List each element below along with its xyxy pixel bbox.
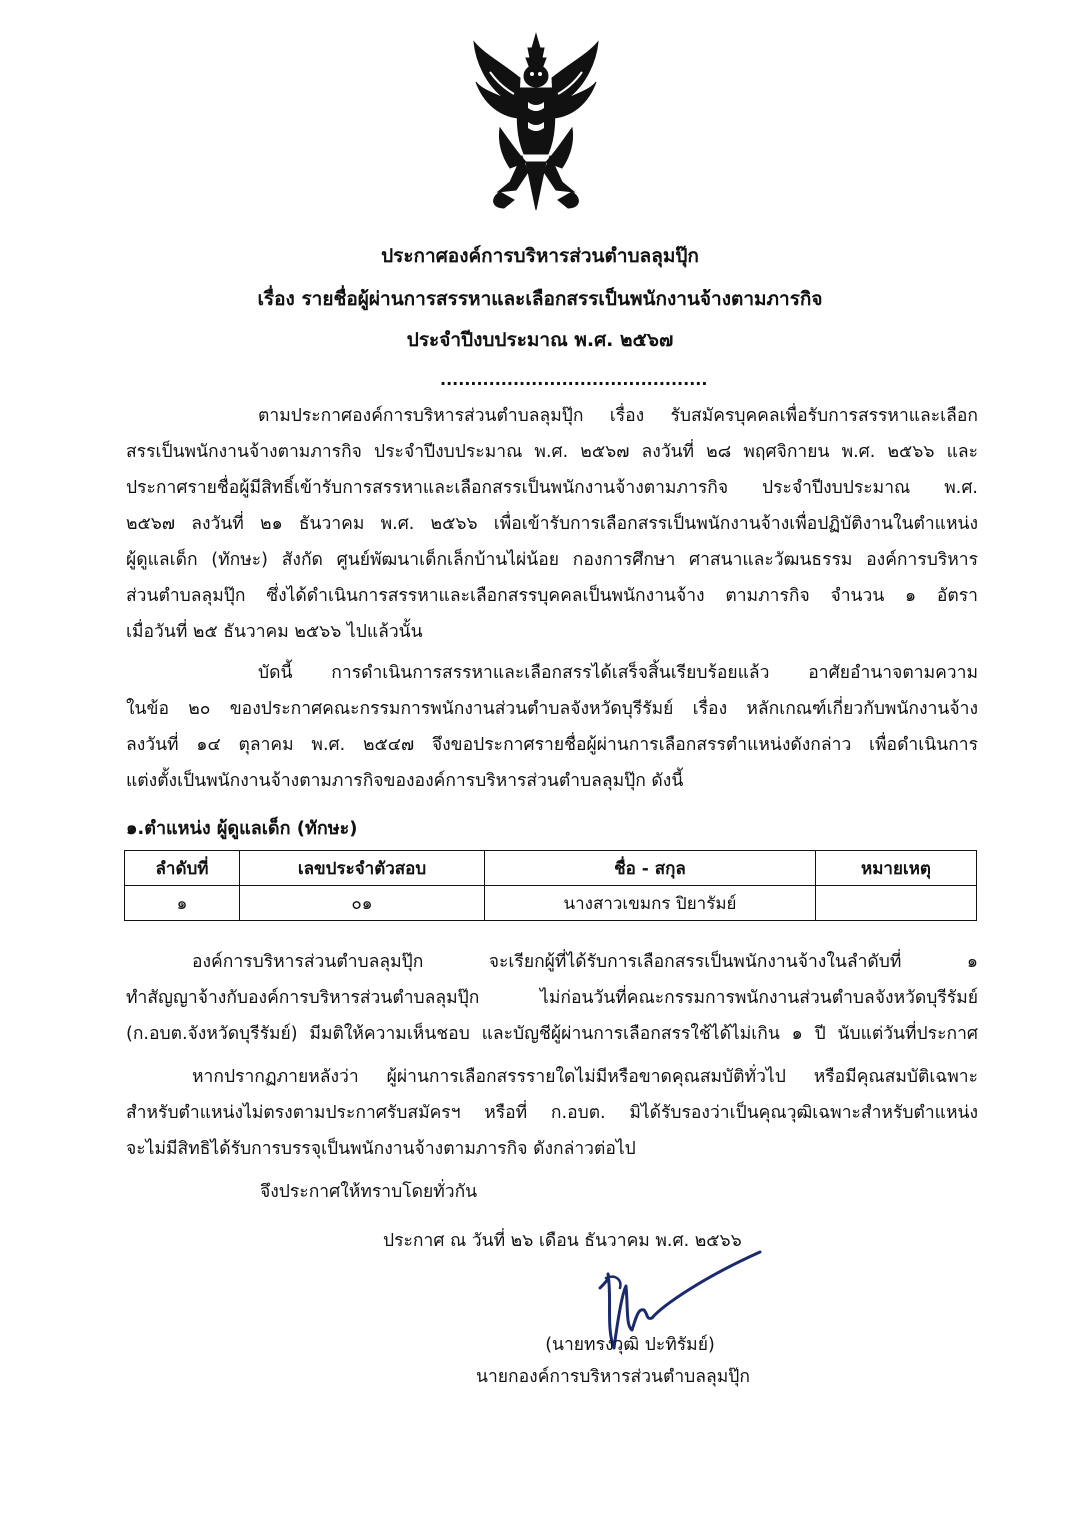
paragraph-1 xyxy=(126,398,978,650)
paragraph-line: สำหรับตำแหน่งไม่ตรงตามประกาศรับสมัครฯ หรือที่ ก.อบต. มิได้รับรองว่าเป็นคุณวุฒิเฉพาะสำหรับตำแหน่ง xyxy=(126,1103,978,1123)
closing-statement: จึงประกาศให้ทราบโดยทั่วกัน xyxy=(260,1182,478,1202)
paragraph-line: จะไม่มีสิทธิได้รับการบรรจุเป็นพนักงานจ้างตามภารกิจ ดังกล่าวต่อไป xyxy=(126,1139,636,1159)
paragraph-line: ลงวันที่ ๑๔ ตุลาคม พ.ศ. ๒๕๔๗ จึงขอประกาศรายชื่อผู้ผ่านการเลือกสรรตำแหน่งดังกล่าว เพื่อดำเนินการ xyxy=(126,735,978,755)
paragraph-line: เมื่อวันที่ ๒๕ ธันวาคม ๒๕๖๖ ไปแล้วนั้น xyxy=(126,622,423,642)
paragraph-line: ทำสัญญาจ้างกับองค์การบริหารส่วนตำบลลุมปุ๊ก ไม่ก่อนวันที่คณะกรรมการพนักงานส่วนตำบลจังหวัดบุรีรัมย์ xyxy=(126,988,978,1008)
paragraph-line: สรรเป็นพนักงานจ้างตามภารกิจ ประจำปีงบประมาณ พ.ศ. ๒๕๖๗ ลงวันที่ ๒๘ พฤศจิกายน พ.ศ. ๒๕๖๖ และ xyxy=(126,442,978,462)
column-header-note: หมายเหตุ xyxy=(816,851,977,886)
paragraph-line: องค์การบริหารส่วนตำบลลุมปุ๊ก จะเรียกผู้ที่ได้รับการเลือกสรรเป็นพนักงานจ้างในลำดับที่ ๑ xyxy=(192,952,978,972)
paragraph-4 xyxy=(126,1059,978,1167)
paragraph-line: บัดนี้ การดำเนินการสรรหาและเลือกสรรได้เสร็จสิ้นเรียบร้อยแล้ว อาศัยอำนาจตามความ xyxy=(258,663,978,683)
table-row xyxy=(125,886,977,921)
column-header-order: ลำดับที่ xyxy=(125,851,240,886)
paragraph-line: ๒๕๖๗ ลงวันที่ ๒๑ ธันวาคม พ.ศ. ๒๕๖๖ เพื่อเข้ารับการเลือกสรรเป็นพนักงานจ้างเพื่อปฏิบัติงานในตำแหน่ง xyxy=(126,514,978,534)
position-title: ๑.ตำแหน่ง ผู้ดูแลเด็ก (ทักษะ) xyxy=(126,818,358,839)
signer-title: นายกองค์การบริหารส่วนตำบลลุมปุ๊ก xyxy=(476,1367,750,1387)
cell-name: นางสาวเขมกร ปิยารัมย์ xyxy=(485,886,816,921)
paragraph-line: ประกาศรายชื่อผู้มีสิทธิ์เข้ารับการสรรหาและเลือกสรรเป็นพนักงานจ้างตามภารกิจ ประจำปีงบประมาณ พ.ศ. xyxy=(126,478,978,498)
cell-order: ๑ xyxy=(125,886,240,921)
cell-exam-id: ๐๑ xyxy=(240,886,485,921)
paragraph-line: ส่วนตำบลลุมปุ๊ก ซึ่งได้ดำเนินการสรรหาและเลือกสรรบุคคลเป็นพนักงานจ้าง ตามภารกิจ จำนวน ๑ อัตรา xyxy=(126,586,978,606)
paragraph-2 xyxy=(126,655,978,799)
column-header-name: ชื่อ - สกุล xyxy=(485,851,816,886)
fiscal-year: ประจำปีงบประมาณ พ.ศ. ๒๕๖๗ xyxy=(406,329,674,351)
paragraph-line: แต่งตั้งเป็นพนักงานจ้างตามภารกิจขององค์การบริหารส่วนตำบลลุมปุ๊ก ดังนี้ xyxy=(126,771,684,791)
paragraph-line: (ก.อบต.จังหวัดบุรีรัมย์) มีมติให้ความเห็นชอบ และบัญชีผู้ผ่านการเลือกสรรใช้ได้ไม่เกิน ๑ ปี นับแต่วันที่ประกาศ xyxy=(126,1024,978,1044)
table-header-row xyxy=(125,851,977,886)
announcement-title: ประกาศองค์การบริหารส่วนตำบลลุมปุ๊ก xyxy=(381,245,699,267)
cell-note xyxy=(816,886,977,921)
paragraph-3 xyxy=(126,944,978,1052)
garuda-emblem xyxy=(470,32,602,214)
paragraph-line: ผู้ดูแลเด็ก (ทักษะ) สังกัด ศูนย์พัฒนาเด็กเล็กบ้านไผ่น้อย กองการศึกษา ศาสนาและวัฒนธรรม องค์การบริหาร xyxy=(126,550,978,570)
paragraph-line: หากปรากฏภายหลังว่า ผู้ผ่านการเลือกสรรรายใดไม่มีหรือขาดคุณสมบัติทั่วไป หรือมีคุณสมบัติเฉพาะ xyxy=(192,1067,978,1087)
candidate-table xyxy=(124,850,977,921)
signer-name: (นายทรงวุฒิ ปะทิรัมย์) xyxy=(545,1335,715,1355)
announcement-subject: เรื่อง รายชื่อผู้ผ่านการสรรหาและเลือกสรรเป็นพนักงานจ้างตามภารกิจ xyxy=(257,288,823,310)
column-header-exam-id: เลขประจำตัวสอบ xyxy=(240,851,485,886)
announcement-date: ประกาศ ณ วันที่ ๒๖ เดือน ธันวาคม พ.ศ. ๒๕๖๖ xyxy=(383,1231,742,1251)
paragraph-line: ในข้อ ๒๐ ของประกาศคณะกรรมการพนักงานส่วนตำบลจังหวัดบุรีรัมย์ เรื่อง หลักเกณฑ์เกี่ยวกับพนักงานจ้าง xyxy=(126,699,978,719)
separator-dots: ............................................ xyxy=(440,370,708,389)
paragraph-line: ตามประกาศองค์การบริหารส่วนตำบลลุมปุ๊ก เรื่อง รับสมัครบุคคลเพื่อรับการสรรหาและเลือก xyxy=(258,406,978,426)
